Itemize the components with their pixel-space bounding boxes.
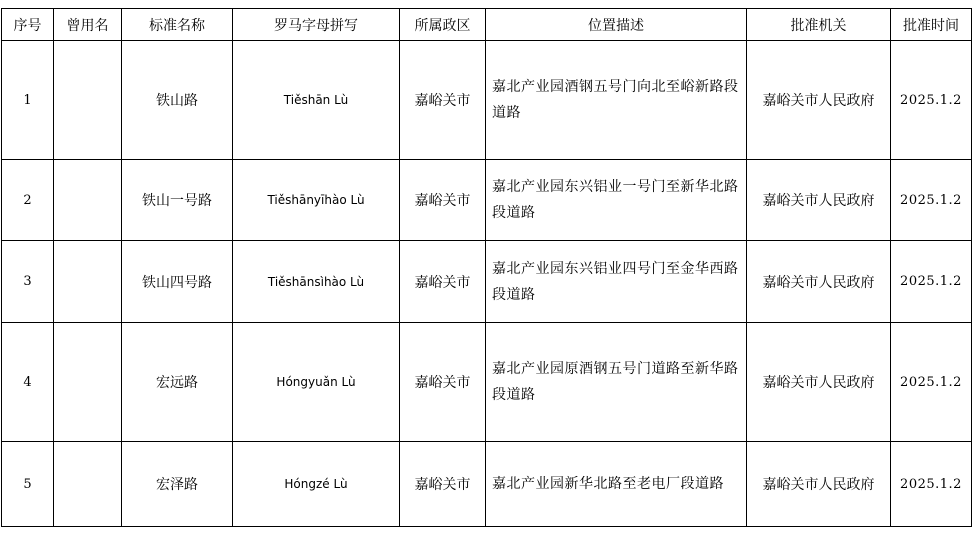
cell-district: 嘉峪关市 xyxy=(400,160,486,241)
cell-district: 嘉峪关市 xyxy=(400,323,486,442)
header-seq: 序号 xyxy=(2,9,54,41)
cell-roman: Tiěshānsìhào Lù xyxy=(233,241,400,323)
cell-approver: 嘉峪关市人民政府 xyxy=(747,442,891,527)
cell-approver: 嘉峪关市人民政府 xyxy=(747,241,891,323)
cell-approver: 嘉峪关市人民政府 xyxy=(747,323,891,442)
table-row xyxy=(2,160,972,241)
cell-roman: Hóngzé Lù xyxy=(233,442,400,527)
table-body xyxy=(2,41,972,527)
cell-approved-date: 2025.1.2 xyxy=(891,160,972,241)
road-names-table xyxy=(1,8,972,527)
cell-roman: Tiěshān Lù xyxy=(233,41,400,160)
table-header xyxy=(2,9,972,41)
table-row xyxy=(2,241,972,323)
cell-district: 嘉峪关市 xyxy=(400,41,486,160)
header-approver: 批准机关 xyxy=(747,9,891,41)
header-former-name: 曾用名 xyxy=(54,9,122,41)
header-approved-date: 批准时间 xyxy=(891,9,972,41)
cell-roman: Tiěshānyīhào Lù xyxy=(233,160,400,241)
cell-location: 嘉北产业园东兴铝业四号门至金华西路段道路 xyxy=(486,241,747,323)
cell-standard-name: 铁山路 xyxy=(122,41,233,160)
cell-approver: 嘉峪关市人民政府 xyxy=(747,41,891,160)
cell-location: 嘉北产业园东兴铝业一号门至新华北路段道路 xyxy=(486,160,747,241)
table-row xyxy=(2,442,972,527)
cell-seq: 4 xyxy=(2,323,54,442)
cell-district: 嘉峪关市 xyxy=(400,442,486,527)
cell-standard-name: 铁山四号路 xyxy=(122,241,233,323)
table-row xyxy=(2,41,972,160)
cell-standard-name: 宏远路 xyxy=(122,323,233,442)
cell-approved-date: 2025.1.2 xyxy=(891,323,972,442)
cell-location: 嘉北产业园原酒钢五号门道路至新华路段道路 xyxy=(486,323,747,442)
cell-approver: 嘉峪关市人民政府 xyxy=(747,160,891,241)
cell-district: 嘉峪关市 xyxy=(400,241,486,323)
cell-approved-date: 2025.1.2 xyxy=(891,442,972,527)
cell-former-name xyxy=(54,41,122,160)
cell-seq: 1 xyxy=(2,41,54,160)
cell-former-name xyxy=(54,160,122,241)
cell-former-name xyxy=(54,241,122,323)
cell-seq: 2 xyxy=(2,160,54,241)
header-standard-name: 标准名称 xyxy=(122,9,233,41)
cell-location: 嘉北产业园新华北路至老电厂段道路 xyxy=(486,442,747,527)
cell-standard-name: 宏泽路 xyxy=(122,442,233,527)
cell-standard-name: 铁山一号路 xyxy=(122,160,233,241)
header-location: 位置描述 xyxy=(486,9,747,41)
cell-former-name xyxy=(54,323,122,442)
cell-roman: Hóngyuǎn Lù xyxy=(233,323,400,442)
cell-seq: 5 xyxy=(2,442,54,527)
header-row xyxy=(2,9,972,41)
table-row xyxy=(2,323,972,442)
cell-approved-date: 2025.1.2 xyxy=(891,41,972,160)
cell-former-name xyxy=(54,442,122,527)
header-roman: 罗马字母拼写 xyxy=(233,9,400,41)
cell-seq: 3 xyxy=(2,241,54,323)
header-district: 所属政区 xyxy=(400,9,486,41)
cell-approved-date: 2025.1.2 xyxy=(891,241,972,323)
cell-location: 嘉北产业园酒钢五号门向北至峪新路段道路 xyxy=(486,41,747,160)
